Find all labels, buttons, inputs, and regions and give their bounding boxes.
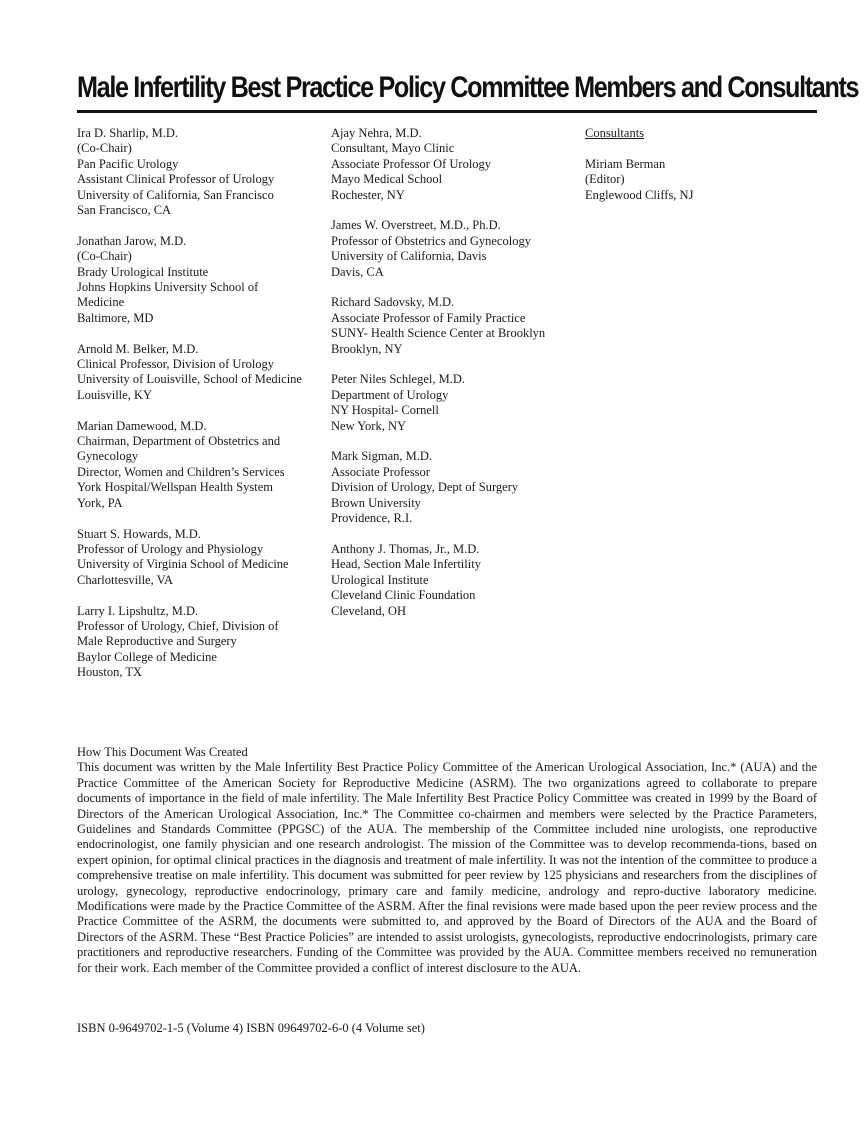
member-entry	[331, 372, 576, 434]
member-title: Associate Professor Of Urology	[331, 156, 492, 171]
member-title: Consultant, Mayo Clinic	[331, 141, 455, 156]
member-entry	[331, 126, 576, 203]
member-institution: Cleveland Clinic Foundation	[331, 588, 476, 603]
document-creation-section	[77, 745, 817, 976]
member-entry	[331, 218, 576, 280]
isbn-line: ISBN 0-9649702-1-5 (Volume 4) ISBN 09649702-6-0 (4 Volume set)	[77, 1021, 425, 1035]
member-name: Peter Niles Schlegel, M.D.	[331, 372, 466, 387]
consultants-heading: Consultants	[585, 126, 645, 140]
member-location: Baltimore, MD	[77, 310, 154, 325]
consultant-entry	[585, 157, 815, 203]
member-title: Professor of Urology and Physiology	[77, 541, 264, 556]
member-entry	[331, 542, 576, 619]
title-rule	[77, 110, 817, 113]
member-role: (Co-Chair)	[77, 249, 132, 264]
member-affiliation: Pan Pacific Urology	[77, 156, 179, 171]
section-heading: How This Document Was Created	[77, 745, 248, 759]
member-location: Charlottesville, VA	[77, 572, 174, 587]
section-body: This document was written by the Male Infertility Best Practice Policy Committee of the American Urological Association, Inc.* (AUA) and the Practice Committee of the American Society for Reproductive Medicine (ASRM). The two organizations agreed to collaborate to prepare documents of importance in the field of male infertility. The Male Infertility Best Practice Policy Committee was created in 1999 by the Board of Directors of the American Urological Association, Inc.* The Committee co-chairmen and members were selected by the Practice Parameters, Guidelines and Standards Committee (PPGSC) of the AUA. The membership of the Committee included nine urologists, one reproductive endocrinologist, one family physician and one research andrologist. The mission of the Committee was to develop recommenda-tions, based on expert opinion, for optimal clinical practices in the diagnosis and treatment of male infertility. It was not the intention of the committee to produce a comprehensive treatise on male infertility. This document was submitted for peer review by 125 physicians and researchers from the disciplines of urology, gynecology, reproductive endocrinology, primary care and family medicine, andrology and repro-ductive laboratory medicine. Modifications were made by the Practice Committee of the ASRM. After the final revisions were made based upon the peer review process and the Practice Committee of the ASRM, the documents were submitted to, and approved by the Board of Directors of the AUA and the Board of Directors of the ASRM. These “Best Practice Policies” are intended to assist urologists, gynecologists, reproductive endocrinologists, primary care practitioners and reproductive researchers. Funding of the Committee was provided by the AUA. Committee members received no remuneration for their work. Each member of the Committee provided a conflict of interest disclosure to the AUA.	[77, 760, 817, 975]
member-entry	[331, 295, 576, 357]
member-location: New York, NY	[331, 418, 407, 433]
member-name: Larry I. Lipshultz, M.D.	[77, 603, 199, 618]
member-name: Arnold M. Belker, M.D.	[77, 341, 199, 356]
member-location: Brooklyn, NY	[331, 341, 403, 356]
member-location: Rochester, NY	[331, 187, 405, 202]
member-name: James W. Overstreet, M.D., Ph.D.	[331, 218, 501, 233]
member-title: Associate Professor of Family Practice	[331, 310, 526, 325]
consultant-location: Englewood Cliffs, NJ	[585, 187, 694, 202]
consultant-name: Miriam Berman	[585, 156, 666, 171]
member-name: Jonathan Jarow, M.D.	[77, 233, 187, 248]
member-institution: Baylor College of Medicine	[77, 649, 217, 664]
member-entry	[77, 126, 317, 218]
member-entry	[331, 449, 576, 526]
member-title: Male Reproductive and Surgery	[77, 634, 237, 649]
member-name: Anthony J. Thomas, Jr., M.D.	[331, 541, 480, 556]
member-institution: University of Louisville, School of Medicine	[77, 372, 302, 387]
member-institution: University of California, Davis	[331, 249, 487, 264]
member-title: Associate Professor	[331, 464, 430, 479]
member-institution: SUNY- Health Science Center at Brooklyn	[331, 326, 546, 341]
consultant-role: (Editor)	[585, 172, 625, 187]
member-location: York, PA	[77, 495, 123, 510]
member-location: Cleveland, OH	[331, 603, 406, 618]
member-institution: Mayo Medical School	[331, 172, 443, 187]
member-institution: Johns Hopkins University School of	[77, 280, 259, 295]
member-location: Providence, R.I.	[331, 511, 413, 526]
member-institution: NY Hospital- Cornell	[331, 403, 439, 418]
member-entry	[77, 342, 317, 404]
member-location: Houston, TX	[77, 665, 143, 680]
member-title: Department of Urology	[331, 387, 449, 402]
member-entry	[77, 527, 317, 589]
consultants-column	[585, 126, 815, 218]
member-title: Gynecology	[77, 449, 139, 464]
members-column-middle	[331, 126, 576, 634]
member-institution: Medicine	[77, 295, 125, 310]
member-title: Clinical Professor, Division of Urology	[77, 357, 275, 372]
member-title: Division of Urology, Dept of Surgery	[331, 480, 519, 495]
member-entry	[77, 419, 317, 511]
member-institution: York Hospital/Wellspan Health System	[77, 480, 273, 495]
member-institution: Urological Institute	[331, 572, 429, 587]
member-name: Marian Damewood, M.D.	[77, 418, 207, 433]
member-title: Director, Women and Children’s Services	[77, 464, 285, 479]
member-name: Mark Sigman, M.D.	[331, 449, 433, 464]
member-title: Assistant Clinical Professor of Urology	[77, 172, 275, 187]
member-institution: University of California, San Francisco	[77, 187, 274, 202]
member-title: Professor of Obstetrics and Gynecology	[331, 233, 531, 248]
page-title: Male Infertility Best Practice Policy Committee Members and Consultants	[77, 71, 859, 104]
member-entry	[77, 604, 317, 681]
member-institution: Brown University	[331, 495, 421, 510]
member-name: Richard Sadovsky, M.D.	[331, 295, 455, 310]
member-institution: University of Virginia School of Medicine	[77, 557, 289, 572]
member-title: Chairman, Department of Obstetrics and	[77, 434, 281, 449]
member-name: Stuart S. Howards, M.D.	[77, 526, 201, 541]
member-location: Davis, CA	[331, 264, 384, 279]
member-title: Head, Section Male Infertility	[331, 557, 481, 572]
member-name: Ira D. Sharlip, M.D.	[77, 126, 179, 140]
member-location: Louisville, KY	[77, 387, 152, 402]
member-affiliation: Brady Urological Institute	[77, 264, 209, 279]
member-location: San Francisco, CA	[77, 203, 172, 218]
member-entry	[77, 234, 317, 326]
member-role: (Co-Chair)	[77, 141, 132, 156]
member-name: Ajay Nehra, M.D.	[331, 126, 422, 140]
member-title: Professor of Urology, Chief, Division of	[77, 618, 279, 633]
members-column-left	[77, 126, 317, 696]
